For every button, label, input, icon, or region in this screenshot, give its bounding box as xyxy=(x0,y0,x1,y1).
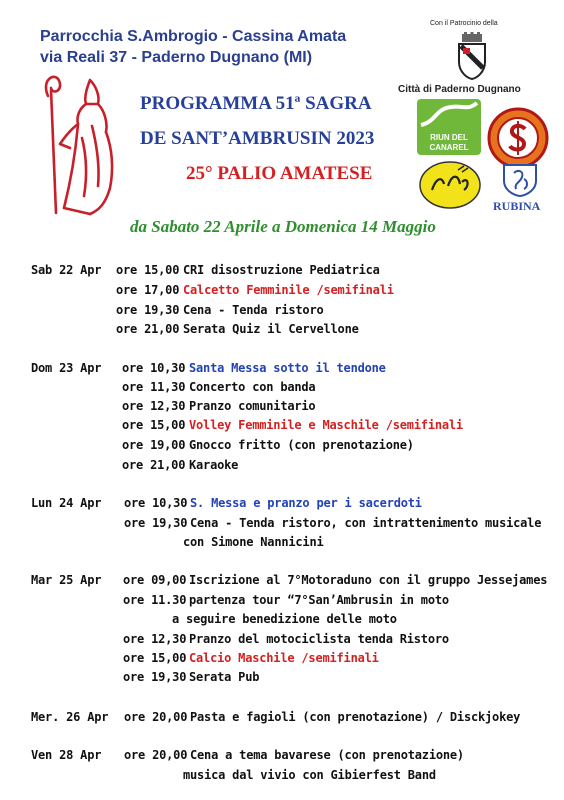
day-label-lun: Lun 24 Apr xyxy=(31,496,102,510)
time-lun-1: ore 10,30 xyxy=(124,496,188,510)
event-dom-2: Concerto con banda xyxy=(189,380,316,394)
time-mar-1: ore 09,00 xyxy=(123,573,187,587)
event-dom-3: Pranzo comunitario xyxy=(189,399,316,413)
time-ven-1: ore 20,00 xyxy=(124,748,188,762)
riun-label: RIUN DEL CANAREL xyxy=(429,133,469,152)
riun-del-canarel-logo xyxy=(417,99,481,155)
palio-title: 25° PALIO AMATESE xyxy=(186,163,373,184)
rubina-shield-logo xyxy=(500,163,540,197)
rubina-label: RUBINA xyxy=(493,199,541,213)
day-label-mer: Mer. 26 Apr xyxy=(31,710,109,724)
event-lun-2-continued: con Simone Nannicini xyxy=(183,535,324,549)
time-mar-5: ore 19,30 xyxy=(123,670,187,684)
event-dom-6: Karaoke xyxy=(189,458,239,472)
event-ven-1-continued: musica dal vivio con Gibierfest Band xyxy=(183,768,436,782)
event-sab-3: Cena - Tenda ristoro xyxy=(183,303,324,317)
time-dom-6: ore 21,00 xyxy=(122,458,186,472)
time-dom-2: ore 11,30 xyxy=(122,380,186,394)
event-mar-5: Serata Pub xyxy=(189,670,260,684)
event-dom-1: Santa Messa sotto il tendone xyxy=(189,361,386,375)
event-mer-1: Pasta e fagioli (con prenotazione) / Disckjokey xyxy=(190,710,521,724)
time-sab-1: ore 15,00 xyxy=(116,263,180,277)
event-sab-1: CRI disostruzione Pediatrica xyxy=(183,263,380,277)
program-title-line2: DE SANT’AMBRUSIN 2023 xyxy=(140,128,375,149)
event-dom-5: Gnocco fritto (con prenotazione) xyxy=(189,438,414,452)
day-label-dom: Dom 23 Apr xyxy=(31,361,102,375)
city-name: Città di Paderno Dugnano xyxy=(398,84,521,95)
event-ven-1: Cena a tema bavarese (con prenotazione) xyxy=(190,748,464,762)
city-coat-of-arms-icon xyxy=(455,32,489,80)
time-lun-2: ore 19,30 xyxy=(124,516,188,530)
event-dates: da Sabato 22 Aprile a Domenica 14 Maggio xyxy=(130,217,436,236)
event-sab-4: Serata Quiz il Cervellone xyxy=(183,322,359,336)
time-mer-1: ore 20,00 xyxy=(124,710,188,724)
event-sab-2: Calcetto Femminile /semifinali xyxy=(183,283,394,297)
day-label-sab: Sab 22 Apr xyxy=(31,263,102,277)
time-mar-4: ore 15,00 xyxy=(123,651,187,665)
event-mar-2-continued: a seguire benedizione delle moto xyxy=(172,612,397,626)
event-lun-2: Cena - Tenda ristoro, con intrattenimento musicale xyxy=(190,516,542,530)
event-lun-1: S. Messa e pranzo per i sacerdoti xyxy=(190,496,422,510)
time-sab-2: ore 17,00 xyxy=(116,283,180,297)
yellow-circle-logo xyxy=(418,160,482,210)
saint-ambrose-illustration xyxy=(20,68,125,218)
time-dom-5: ore 19,00 xyxy=(122,438,186,452)
day-label-mar: Mar 25 Apr xyxy=(31,573,102,587)
event-mar-4: Calcio Maschile /semifinali xyxy=(189,651,379,665)
time-sab-4: ore 21,00 xyxy=(116,322,180,336)
parish-address: via Reali 37 - Paderno Dugnano (MI) xyxy=(40,49,313,66)
patronage-label: Con il Patrocinio della xyxy=(430,20,498,27)
day-label-ven: Ven 28 Apr xyxy=(31,748,102,762)
red-circle-logo xyxy=(487,107,549,169)
time-sab-3: ore 19,30 xyxy=(116,303,180,317)
event-mar-2: partenza tour “7°San’Ambrusin in moto xyxy=(189,593,449,607)
river-icon xyxy=(417,99,481,131)
time-mar-3: ore 12,30 xyxy=(123,632,187,646)
time-mar-2: ore 11.30 xyxy=(123,593,187,607)
event-mar-1: Iscrizione al 7°Motoraduno con il gruppo Jessejames xyxy=(189,573,548,587)
program-title-line1: PROGRAMMA 51ª SAGRA xyxy=(140,93,372,114)
parish-name: Parrocchia S.Ambrogio - Cassina Amata xyxy=(40,28,347,45)
time-dom-3: ore 12,30 xyxy=(122,399,186,413)
time-dom-4: ore 15,00 xyxy=(122,418,186,432)
event-dom-4: Volley Femminile e Maschile /semifinali xyxy=(189,418,463,432)
time-dom-1: ore 10,30 xyxy=(122,361,186,375)
event-mar-3: Pranzo del motociclista tenda Ristoro xyxy=(189,632,449,646)
